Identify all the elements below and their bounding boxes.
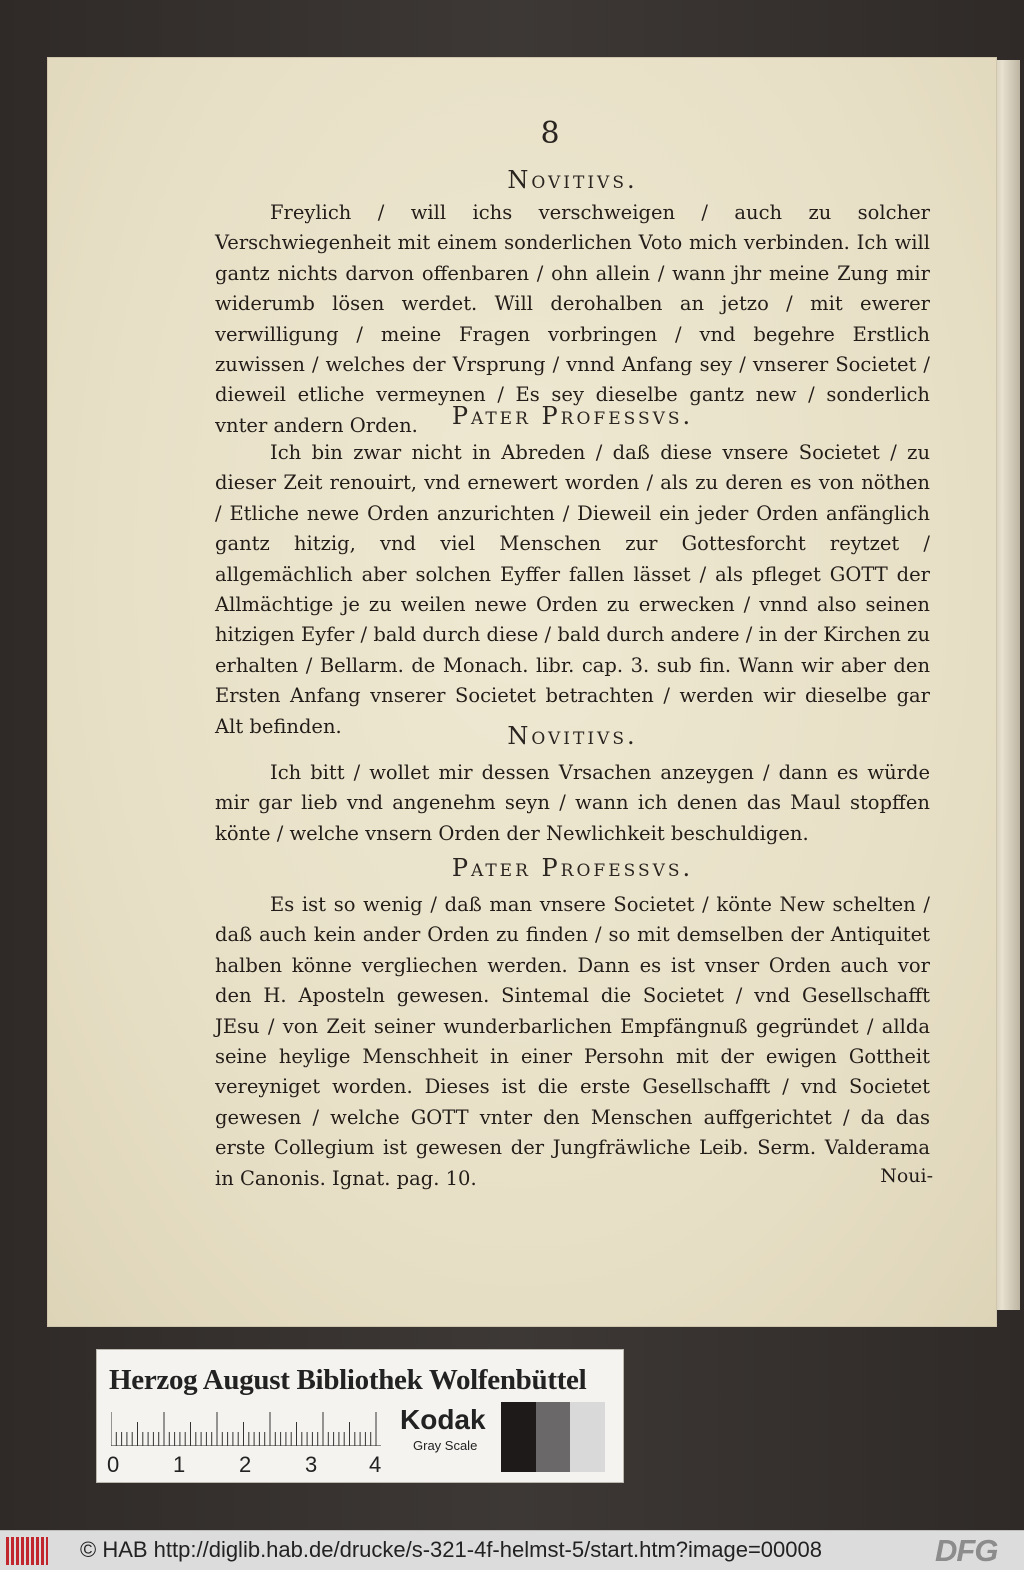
paragraph: Es ist so wenig / daß man vnsere Societet / könte New schelten / daß auch kein ander Orden zu finden / so mit demselben der Antiquitet halben könne vergliechen werden. Dann es ist vnser Orden auch vor den H. Aposteln gewesen. Sintemal die Societet / vnd Gesellschafft JEsu / von Zeit seiner wunderbarlichen Empfängnuß gegründet / allda seine heylige Menschheit in einer Persohn mit der ewigen Gottheit vereyniget worden. Dieses ist die erste Gesellschafft / vnd Societet gewesen / welche GOTT vnter den Menschen auffgerichtet / da das erste Collegium ist gewesen der Jungfräwliche Leib. Serm. Valderama in Canonis. Ignat. pag. 10. [215, 893, 930, 1190]
ruler-number: 4 [369, 1452, 382, 1477]
speaker-heading: Pater Professvs. [451, 402, 694, 430]
gray-swatch-mid [536, 1402, 571, 1472]
paragraph: Freylich / will ichs verschweigen / auch zu solcher Verschwiegenheit mit einem sonderlichen Voto mich verbinden. Ich will gantz nichts darvon offenbaren / ohn allein / wann jhr meine Zung mir widerumb lösen werdet. Will derohalben an jetzo / mit ewerer verwilligung / meine Fragen vorbringen / vnd begehre Erstlich zuwissen / welches der Vrsprung / vnnd Anfang sey / vnserer Societet / dieweil etliche vermeynen / Es sey dieselbe gantz new / sonderlich vnter andern Orden. [215, 201, 930, 437]
speaker-heading: Pater Professvs. [451, 854, 694, 882]
hab-logo-icon [6, 1537, 48, 1565]
gray-swatch-light [570, 1402, 605, 1472]
catchword: Noui- [880, 1165, 933, 1187]
gray-scale-label: Gray Scale [413, 1438, 478, 1453]
paragraph: Ich bitt / wollet mir dessen Vrsachen anzeygen / dann es würde mir gar lieb vnd angenehm seyn / wann ich denen das Maul stopffen könte / welche vnsern Orden der Newlichkeit beschuldigen. [215, 761, 930, 845]
ruler-numbers [107, 1452, 387, 1478]
ruler-number: 1 [173, 1452, 186, 1477]
ruler-number: 0 [107, 1452, 120, 1477]
library-name: Herzog August Bibliothek Wolfenbüttel [109, 1364, 587, 1396]
dfg-logo: DFG [935, 1533, 998, 1568]
viewer-footer [0, 1530, 1024, 1570]
speaker-heading: Novitivs. [507, 166, 638, 194]
ruler-number: 3 [305, 1452, 318, 1477]
page-number: 8 [540, 116, 560, 151]
source-url[interactable]: © HAB http://diglib.hab.de/drucke/s-321-4f-helmst-5/start.htm?image=00008 [80, 1537, 822, 1562]
gray-swatch-dark [501, 1402, 536, 1472]
paragraph: Ich bin zwar nicht in Abreden / daß diese vnsere Societet / zu dieser Zeit renouirt, vnd ernewert worden / als zu deren es von nöthen / Etliche newe Orden anzurichten / Dieweil ein jeder Orden anfänglich gantz hitzig, vnd viel Menschen zur Gottesforcht reytzet / allgemächlich aber solchen Eyffer fallen lässet / als pfleget GOTT der Allmächtige je zu weilen newe Orden zu erwecken / vnnd also seinen hitzigen Eyfer / bald durch diese / bald durch andere / in der Kirchen zu erhalten / Bellarm. de Monach. libr. cap. 3. sub fin. Wann wir aber den Ersten Anfang vnserer Societet betrachten / werden wir dieselbe gar Alt befinden. [215, 441, 930, 738]
color-scale-card [96, 1349, 624, 1483]
gray-swatches [501, 1402, 605, 1472]
ruler [111, 1412, 381, 1446]
ruler-number: 2 [239, 1452, 252, 1477]
speaker-heading: Novitivs. [507, 722, 638, 750]
kodak-logo: Kodak [400, 1404, 486, 1435]
